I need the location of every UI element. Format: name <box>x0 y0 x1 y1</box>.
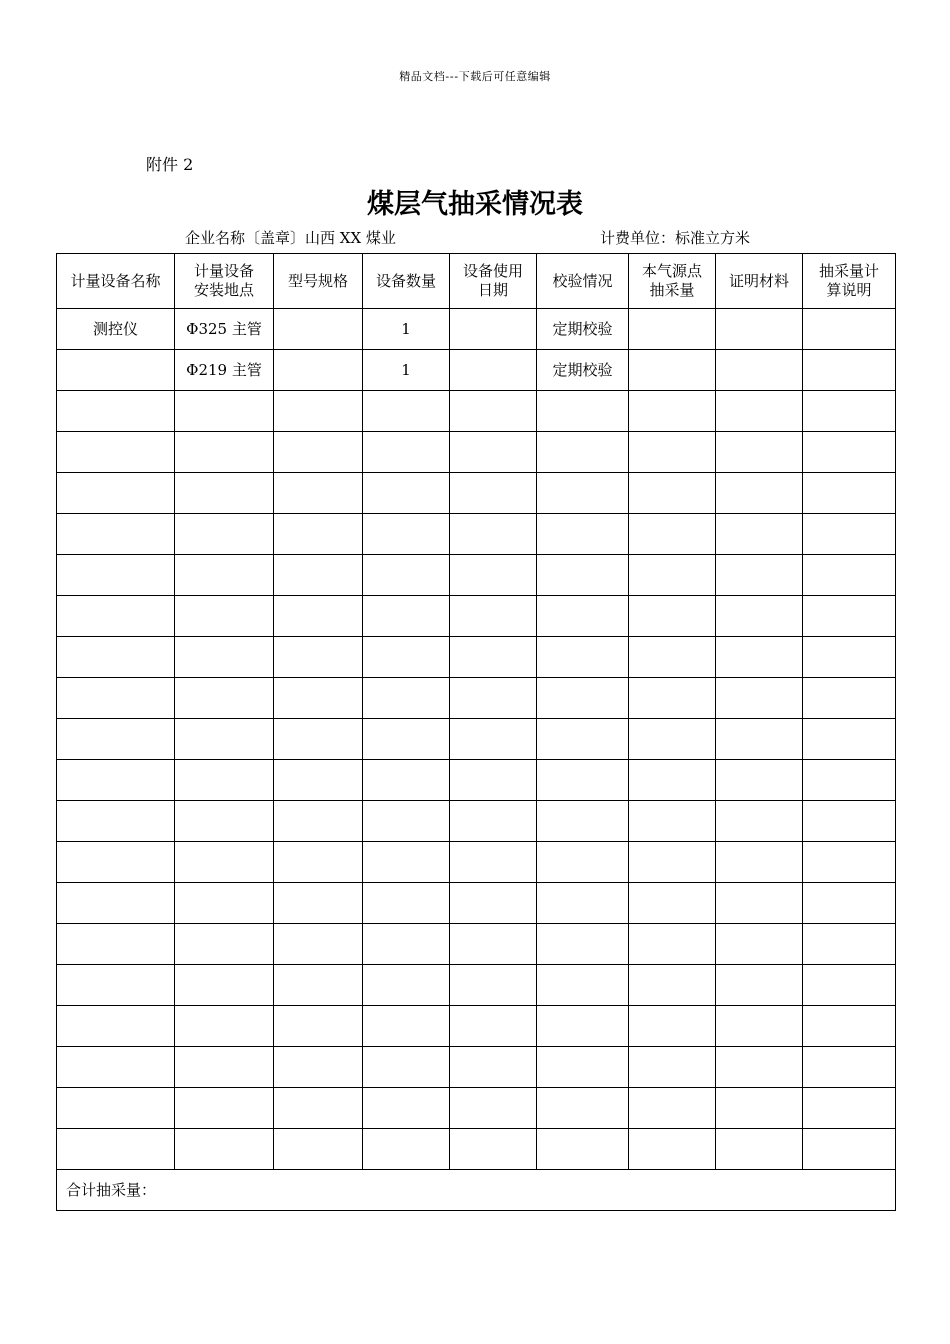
page-title: 煤层气抽采情况表 <box>367 189 583 220</box>
table-cell <box>629 596 716 637</box>
total-label: 合计抽采量： <box>57 1170 896 1211</box>
table-cell <box>450 965 537 1006</box>
table-cell <box>537 924 629 965</box>
column-header: 校验情况 <box>537 254 629 309</box>
table-row <box>57 350 896 391</box>
table-cell <box>450 555 537 596</box>
enterprise-name-line: 企业名称〔盖章〕山西 XX 煤业 <box>185 229 396 247</box>
table-cell <box>450 514 537 555</box>
table-row <box>57 1047 896 1088</box>
table-cell <box>57 801 175 842</box>
column-header: 计量设备名称 <box>57 254 175 309</box>
table-cell <box>175 1047 274 1088</box>
table-cell <box>803 883 896 924</box>
table-cell <box>450 678 537 719</box>
table-cell: 定期校验 <box>537 350 629 391</box>
table-cell <box>803 473 896 514</box>
table-cell <box>537 473 629 514</box>
table-cell <box>803 309 896 350</box>
table-cell <box>175 473 274 514</box>
table-cell <box>274 1006 363 1047</box>
table-cell <box>629 350 716 391</box>
column-header: 计量设备 安装地点 <box>175 254 274 309</box>
table-cell <box>450 760 537 801</box>
table-cell <box>537 596 629 637</box>
table-cell <box>629 473 716 514</box>
table-row <box>57 514 896 555</box>
table-cell <box>803 1129 896 1170</box>
table-cell <box>716 1129 803 1170</box>
table-cell <box>629 760 716 801</box>
table-row <box>57 883 896 924</box>
table-cell <box>716 514 803 555</box>
table-cell <box>716 391 803 432</box>
table-cell <box>274 842 363 883</box>
table-cell <box>537 965 629 1006</box>
table-cell <box>363 514 450 555</box>
table-cell <box>629 514 716 555</box>
table-cell <box>716 555 803 596</box>
table-cell <box>363 883 450 924</box>
table-cell <box>716 883 803 924</box>
table-cell <box>537 432 629 473</box>
table-cell <box>450 1088 537 1129</box>
table-cell <box>450 473 537 514</box>
table-cell <box>274 1047 363 1088</box>
table-cell <box>57 350 175 391</box>
table-cell <box>57 760 175 801</box>
table-cell <box>803 678 896 719</box>
column-header: 设备数量 <box>363 254 450 309</box>
table-row <box>57 965 896 1006</box>
table-cell <box>57 965 175 1006</box>
table-cell <box>803 555 896 596</box>
table-cell <box>57 514 175 555</box>
table-cell <box>57 391 175 432</box>
column-header: 型号规格 <box>274 254 363 309</box>
table-cell <box>537 391 629 432</box>
table-cell <box>450 637 537 678</box>
table-cell <box>716 309 803 350</box>
table-cell <box>363 555 450 596</box>
table-cell <box>363 637 450 678</box>
table-cell <box>537 1006 629 1047</box>
table-row <box>57 637 896 678</box>
table-cell <box>629 924 716 965</box>
table-cell <box>363 432 450 473</box>
table-cell <box>175 1129 274 1170</box>
table-cell <box>803 514 896 555</box>
table-row <box>57 432 896 473</box>
table-cell <box>629 842 716 883</box>
table-row <box>57 842 896 883</box>
table-cell <box>803 1047 896 1088</box>
table-cell <box>537 1129 629 1170</box>
table-cell <box>274 965 363 1006</box>
table-cell <box>274 473 363 514</box>
table-cell <box>629 309 716 350</box>
table-cell <box>274 678 363 719</box>
table-cell <box>274 719 363 760</box>
table-header <box>57 254 896 309</box>
table-cell <box>803 801 896 842</box>
table-cell <box>450 719 537 760</box>
table-row <box>57 801 896 842</box>
table-cell <box>363 1129 450 1170</box>
table-cell <box>537 637 629 678</box>
table-cell <box>537 719 629 760</box>
column-header: 本气源点 抽采量 <box>629 254 716 309</box>
table-row <box>57 473 896 514</box>
table-cell <box>57 842 175 883</box>
table-cell <box>450 883 537 924</box>
table-row <box>57 924 896 965</box>
table-cell <box>629 801 716 842</box>
table-cell <box>629 719 716 760</box>
table-cell <box>175 719 274 760</box>
table-cell <box>716 1047 803 1088</box>
table-cell <box>716 1088 803 1129</box>
table-cell <box>450 391 537 432</box>
table-row <box>57 719 896 760</box>
table-cell <box>450 350 537 391</box>
table-cell <box>629 555 716 596</box>
table-row <box>57 596 896 637</box>
table-cell <box>274 924 363 965</box>
table-cell <box>716 1006 803 1047</box>
table-cell <box>803 924 896 965</box>
table-cell <box>363 678 450 719</box>
table-cell <box>274 391 363 432</box>
table-cell <box>274 760 363 801</box>
table-cell <box>274 309 363 350</box>
table-cell <box>803 432 896 473</box>
table-cell <box>803 965 896 1006</box>
table-cell <box>57 678 175 719</box>
table-cell <box>363 965 450 1006</box>
table-cell <box>175 514 274 555</box>
table-cell <box>57 1047 175 1088</box>
table-cell <box>803 637 896 678</box>
table-cell <box>629 432 716 473</box>
table-cell: 测控仪 <box>57 309 175 350</box>
table-row <box>57 678 896 719</box>
table-cell <box>537 883 629 924</box>
table-cell <box>537 842 629 883</box>
table-cell <box>629 965 716 1006</box>
table-cell <box>716 473 803 514</box>
table-cell <box>175 801 274 842</box>
table-cell <box>363 1047 450 1088</box>
table-cell <box>175 555 274 596</box>
table-cell <box>716 637 803 678</box>
table-cell <box>57 596 175 637</box>
table-cell <box>629 1006 716 1047</box>
table-cell <box>629 1047 716 1088</box>
attachment-label: 附件 2 <box>146 155 194 174</box>
table-body <box>57 309 896 1170</box>
table-cell <box>57 473 175 514</box>
table-row <box>57 391 896 432</box>
table-cell <box>57 432 175 473</box>
table-cell <box>803 1088 896 1129</box>
table-cell <box>450 801 537 842</box>
table-cell <box>716 350 803 391</box>
table-row <box>57 1129 896 1170</box>
table-cell <box>274 883 363 924</box>
table-cell: 1 <box>363 309 450 350</box>
table-cell <box>175 760 274 801</box>
table-cell <box>363 596 450 637</box>
table-cell: Φ219 主管 <box>175 350 274 391</box>
table-row <box>57 309 896 350</box>
table-cell <box>716 678 803 719</box>
table-cell <box>363 801 450 842</box>
table-cell <box>274 1129 363 1170</box>
table-cell <box>363 1006 450 1047</box>
table-cell <box>716 965 803 1006</box>
table-cell <box>629 637 716 678</box>
table-cell <box>716 596 803 637</box>
table-cell <box>629 1088 716 1129</box>
table-cell <box>803 596 896 637</box>
table-cell <box>629 678 716 719</box>
table-cell <box>716 801 803 842</box>
table-row <box>57 1006 896 1047</box>
table-cell <box>175 842 274 883</box>
table-row <box>57 760 896 801</box>
table-cell <box>450 842 537 883</box>
table-cell <box>175 924 274 965</box>
table-cell <box>629 391 716 432</box>
table-cell <box>450 924 537 965</box>
table-cell <box>537 760 629 801</box>
column-header: 抽采量计 算说明 <box>803 254 896 309</box>
table-cell <box>274 801 363 842</box>
table-cell: 1 <box>363 350 450 391</box>
total-row <box>57 1170 896 1211</box>
table-cell <box>363 473 450 514</box>
table-cell <box>537 514 629 555</box>
table-cell <box>274 637 363 678</box>
table-cell <box>450 596 537 637</box>
table-row <box>57 555 896 596</box>
table-cell <box>274 514 363 555</box>
table-cell <box>57 555 175 596</box>
table-cell <box>363 719 450 760</box>
table-cell: 定期校验 <box>537 309 629 350</box>
table-cell <box>57 1088 175 1129</box>
table-cell <box>803 719 896 760</box>
table-cell <box>175 637 274 678</box>
column-header: 设备使用 日期 <box>450 254 537 309</box>
table-cell <box>175 596 274 637</box>
table-cell <box>716 924 803 965</box>
extraction-table <box>56 253 896 1211</box>
table-cell <box>363 760 450 801</box>
table-cell <box>57 883 175 924</box>
table-cell <box>57 1006 175 1047</box>
table-cell <box>537 801 629 842</box>
table-cell <box>175 391 274 432</box>
column-header: 证明材料 <box>716 254 803 309</box>
table-cell <box>175 432 274 473</box>
table-cell <box>57 1129 175 1170</box>
table-cell <box>803 1006 896 1047</box>
table-cell <box>175 965 274 1006</box>
table-cell <box>716 842 803 883</box>
table-cell <box>450 432 537 473</box>
table-cell <box>629 1129 716 1170</box>
table-cell <box>175 883 274 924</box>
table-row <box>57 1088 896 1129</box>
table-cell <box>363 391 450 432</box>
table-cell <box>57 924 175 965</box>
table-cell <box>716 432 803 473</box>
table-cell <box>803 760 896 801</box>
table-cell: Φ325 主管 <box>175 309 274 350</box>
table-cell <box>450 1006 537 1047</box>
table-cell <box>450 309 537 350</box>
header-note: 精品文档---下载后可任意编辑 <box>399 70 551 83</box>
table-cell <box>803 391 896 432</box>
table-cell <box>803 350 896 391</box>
table-cell <box>363 842 450 883</box>
table-cell <box>274 1088 363 1129</box>
table-cell <box>537 555 629 596</box>
table-cell <box>716 760 803 801</box>
table-cell <box>175 1006 274 1047</box>
table-cell <box>274 596 363 637</box>
table-cell <box>363 924 450 965</box>
table-cell <box>57 637 175 678</box>
billing-unit-line: 计费单位：标准立方米 <box>600 229 751 247</box>
table-cell <box>716 719 803 760</box>
table-cell <box>363 1088 450 1129</box>
header-row <box>57 254 896 309</box>
table-cell <box>175 678 274 719</box>
table-cell <box>629 883 716 924</box>
table-cell <box>274 432 363 473</box>
table-cell <box>175 1088 274 1129</box>
table-cell <box>537 678 629 719</box>
table-cell <box>537 1047 629 1088</box>
table-cell <box>450 1129 537 1170</box>
table-cell <box>537 1088 629 1129</box>
table-cell <box>57 719 175 760</box>
table-cell <box>803 842 896 883</box>
table-cell <box>274 350 363 391</box>
table-cell <box>450 1047 537 1088</box>
table-cell <box>274 555 363 596</box>
